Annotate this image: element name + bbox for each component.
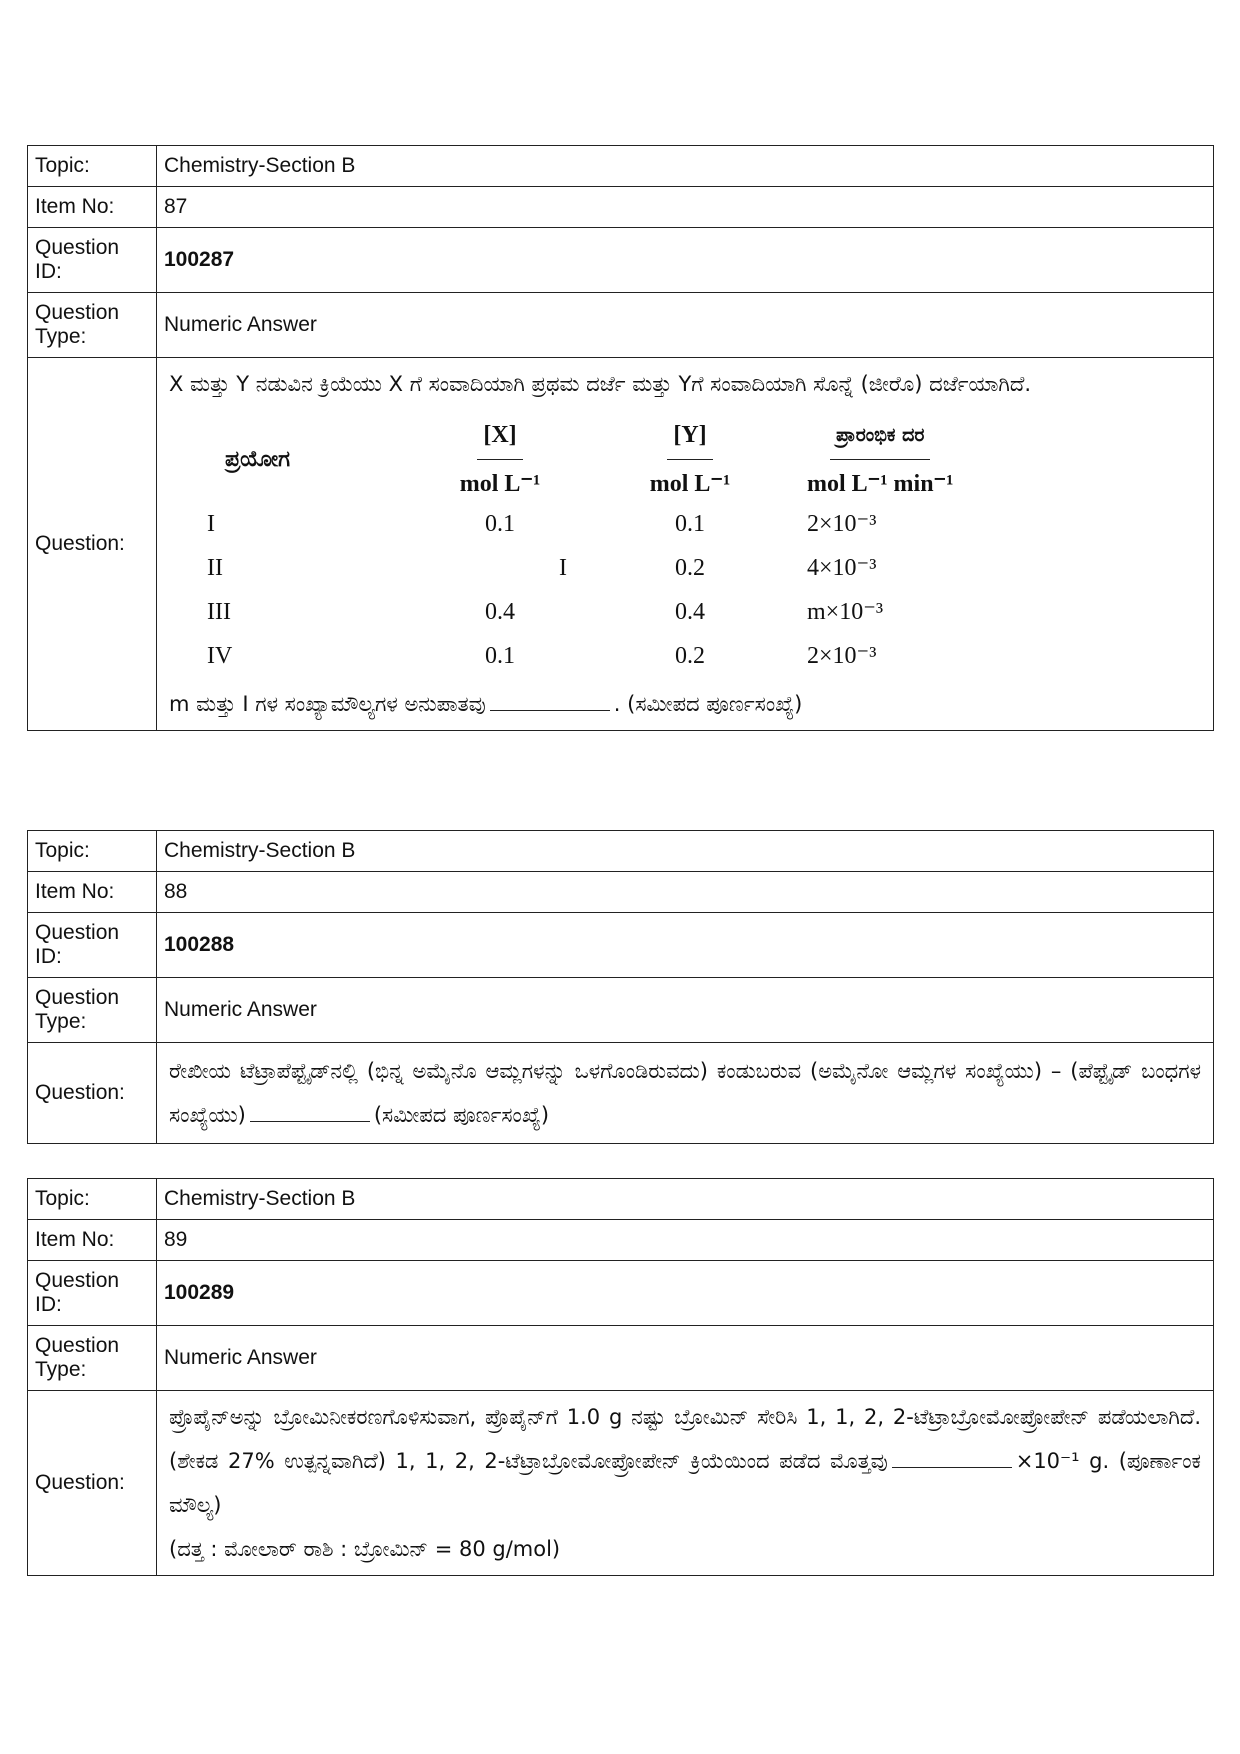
question-paragraph bbox=[169, 1395, 1201, 1527]
tail-note: . (ಸಮೀಪದ ಪೂರ್ಣಸಂಖ್ಯೆ) bbox=[613, 692, 803, 716]
question-label: Question: bbox=[28, 1043, 157, 1144]
col-rate-unit: mol L⁻¹ min⁻¹ bbox=[807, 471, 954, 497]
cell-rate: m×10⁻³ bbox=[807, 599, 884, 625]
cell-exp: II bbox=[207, 555, 223, 581]
question-body bbox=[157, 1391, 1214, 1576]
question-card-89 bbox=[27, 1178, 1214, 1576]
topic-label: Topic: bbox=[28, 146, 157, 187]
question-text: ಪ್ರೊಪೈನ್‌ಅನ್ನು ಬ್ರೋಮಿನೀಕರಣಗೊಳಿಸುವಾಗ, ಪ್ರೊಪೈನ್‌ಗೆ 1.0 g ನಷ್ಟು ಬ್ರೋಮಿನ್ ಸೇರಿಸಿ 1, 1, 2, 2-ಟೆಟ್ರಾಬ್ರೋಮೋಪ್ರೋಪೇನ್ ಪಡೆಯಲಾಗಿದೆ. (ಶೇಕಡ 27% ಉತ್ಪನ್ನವಾಗಿದೆ) 1, 1, 2, 2-ಟೆಟ್ರಾಬ್ರೋಮೋಪ್ರೋಪೇನ್ ಕ್ರಿಯೆಯಿಂದ ಪಡೆದ ಮೊತ್ತವು bbox=[169, 1405, 1201, 1473]
question-id-label: Question ID: bbox=[28, 913, 157, 978]
rate-table-header bbox=[189, 416, 1201, 502]
answer-blank bbox=[892, 1439, 1012, 1468]
cell-rate: 4×10⁻³ bbox=[807, 555, 877, 581]
cell-exp: III bbox=[207, 599, 231, 625]
question-card-88 bbox=[27, 830, 1214, 1144]
question-type-label: Question Type: bbox=[28, 293, 157, 358]
question-body bbox=[157, 358, 1214, 731]
question-card-87 bbox=[27, 145, 1214, 731]
question-body bbox=[157, 1043, 1214, 1144]
cell-y: 0.1 bbox=[675, 511, 705, 537]
cell-y: 0.2 bbox=[675, 555, 705, 581]
question-type-label: Question Type: bbox=[28, 1326, 157, 1391]
cell-x: 0.1 bbox=[485, 511, 515, 537]
question-type-label: Question Type: bbox=[28, 978, 157, 1043]
answer-blank bbox=[250, 1093, 370, 1122]
cell-y: 0.2 bbox=[675, 643, 705, 669]
col-x-header: [X] bbox=[477, 413, 522, 460]
question-id-value: 100288 bbox=[157, 913, 1214, 978]
table-row bbox=[189, 546, 1201, 590]
item-no-value: 87 bbox=[157, 187, 1214, 228]
question-text: ರೇಖೀಯ ಟೆಟ್ರಾಪೆಪ್ಟೈಡ್‌ನಲ್ಲಿ (ಭಿನ್ನ ಅಮೈನೊ ಆಮ್ಲಗಳನ್ನು ಒಳಗೊಂಡಿರುವದು) ಕಂಡುಬರುವ (ಅಮೈನೋ ಆಮ್ಲಗಳ ಸಂಖ್ಯೆಯು) – (ಪೆಪ್ಟೈಡ್ ಬಂಧಗಳ ಸಂಖ್ಯೆಯು) bbox=[169, 1059, 1201, 1127]
cell-exp: IV bbox=[207, 643, 233, 669]
item-no-value: 89 bbox=[157, 1220, 1214, 1261]
rate-data-table bbox=[189, 416, 1201, 678]
question-id-label: Question ID: bbox=[28, 228, 157, 293]
cell-x: I bbox=[559, 555, 567, 581]
question-unit-note: ×10⁻¹ g. (ಪೂರ್ಣಾಂಕ ಮೌಲ್ಯ) bbox=[169, 1449, 1201, 1517]
item-no-label: Item No: bbox=[28, 1220, 157, 1261]
question-type-value: Numeric Answer bbox=[157, 978, 1214, 1043]
item-no-label: Item No: bbox=[28, 872, 157, 913]
question-tail bbox=[169, 682, 1201, 726]
table-row bbox=[189, 634, 1201, 678]
cell-x: 0.4 bbox=[485, 599, 515, 625]
question-type-value: Numeric Answer bbox=[157, 293, 1214, 358]
question-intro: X ಮತ್ತು Y ನಡುವಿನ ಕ್ರಿಯೆಯು X ಗೆ ಸಂವಾದಿಯಾಗಿ ಪ್ರಥಮ ದರ್ಜೆ ಮತ್ತು Yಗೆ ಸಂವಾದಿಯಾಗಿ ಸೊನ್ನೆ (ಜೀರೊ) ದರ್ಜೆಯಾಗಿದೆ. bbox=[169, 372, 1032, 396]
table-row bbox=[189, 590, 1201, 634]
col-x-unit: mol L⁻¹ bbox=[459, 470, 541, 497]
question-type-value: Numeric Answer bbox=[157, 1326, 1214, 1391]
table-row bbox=[189, 502, 1201, 546]
given-data: (ದತ್ತ : ಮೋಲಾರ್ ರಾಶಿ : ಬ್ರೋಮಿನ್ = 80 g/mol) bbox=[169, 1537, 561, 1561]
question-label: Question: bbox=[28, 1391, 157, 1576]
question-id-label: Question ID: bbox=[28, 1261, 157, 1326]
cell-exp: I bbox=[207, 511, 215, 537]
topic-value: Chemistry-Section B bbox=[157, 1179, 1214, 1220]
cell-x: 0.1 bbox=[485, 643, 515, 669]
question-id-value: 100289 bbox=[157, 1261, 1214, 1326]
cell-rate: 2×10⁻³ bbox=[807, 643, 877, 669]
col-y-unit: mol L⁻¹ bbox=[649, 470, 731, 497]
cell-y: 0.4 bbox=[675, 599, 705, 625]
question-label: Question: bbox=[28, 358, 157, 731]
question-id-value: 100287 bbox=[157, 228, 1214, 293]
cell-rate: 2×10⁻³ bbox=[807, 511, 877, 537]
tail-text: m ಮತ್ತು I ಗಳ ಸಂಖ್ಯಾಮೌಲ್ಯಗಳ ಅನುಪಾತವು bbox=[169, 692, 486, 716]
item-no-value: 88 bbox=[157, 872, 1214, 913]
question-note: (ಸಮೀಪದ ಪೂರ್ಣಸಂಖ್ಯೆ) bbox=[373, 1103, 550, 1127]
col-rate-header: ಪ್ರಾರಂಭಿಕ ದರ bbox=[830, 413, 930, 460]
topic-value: Chemistry-Section B bbox=[157, 831, 1214, 872]
topic-label: Topic: bbox=[28, 831, 157, 872]
item-no-label: Item No: bbox=[28, 187, 157, 228]
col-experiment-header: ಪ್ರಯೋಗ bbox=[225, 446, 291, 472]
answer-blank bbox=[490, 682, 610, 711]
topic-value: Chemistry-Section B bbox=[157, 146, 1214, 187]
col-y-header: [Y] bbox=[667, 413, 712, 460]
topic-label: Topic: bbox=[28, 1179, 157, 1220]
